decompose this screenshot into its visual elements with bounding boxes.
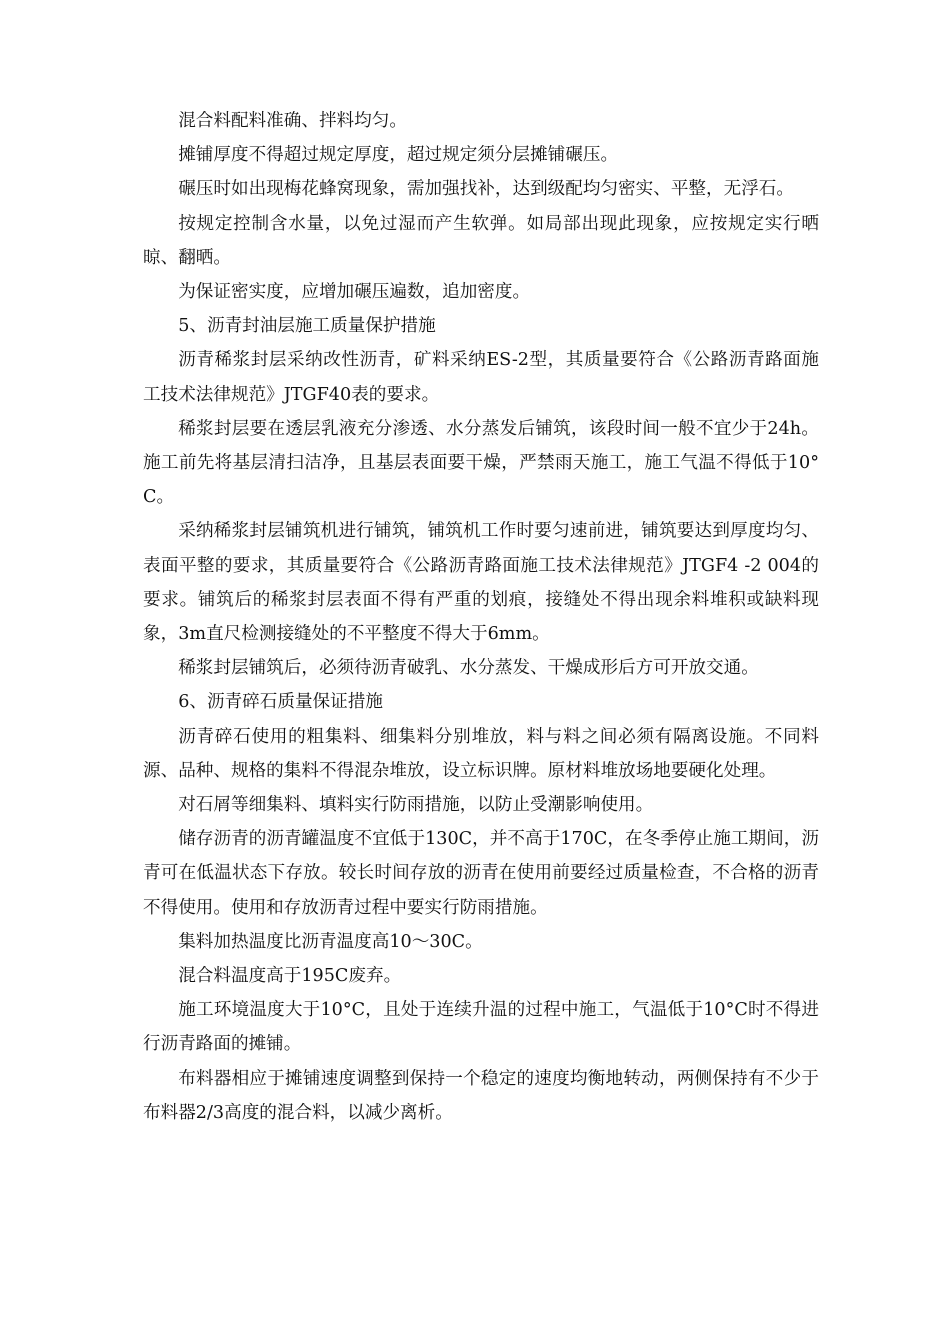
paragraph: 稀浆封层要在透层乳液充分渗透、水分蒸发后铺筑，该段时间一般不宜少于24h。施工前先将基层清扫洁净，且基层表面要干燥，严禁雨天施工，施工气温不得低于10°C。 xyxy=(143,418,819,508)
paragraph: 混合料配料准确、拌料均匀。 xyxy=(178,111,407,131)
paragraph: 摊铺厚度不得超过规定厚度，超过规定须分层摊铺碾压。 xyxy=(178,145,619,166)
paragraph: 沥青碎石使用的粗集料、细集料分别堆放，料与料之间必须有隔离设施。不同料源、品种、规格的集料不得混杂堆放，设立标识牌。原材料堆放场地要硬化处理。 xyxy=(143,726,819,781)
paragraph: 施工环境温度大于10°C，且处于连续升温的过程中施工，气温低于10°C时不得进行沥青路面的摊铺。 xyxy=(143,1000,819,1055)
paragraph: 碾压时如出现梅花蜂窝现象，需加强找补，达到级配均匀密实、平整，无浮石。 xyxy=(178,179,794,200)
section-heading: 5、沥青封油层施工质量保护措施 xyxy=(178,316,436,337)
paragraph: 集料加热温度比沥青温度高10〜30C。 xyxy=(178,931,483,952)
paragraph: 对石屑等细集料、填料实行防雨措施，以防止受潮影响使用。 xyxy=(178,795,654,816)
paragraph: 稀浆封层铺筑后，必须待沥青破乳、水分蒸发、干燥成形后方可开放交通。 xyxy=(178,658,759,679)
paragraph: 采纳稀浆封层铺筑机进行铺筑，铺筑机工作时要匀速前进，铺筑要达到厚度均匀、表面平整的要求，其质量要符合《公路沥青路面施工技术法律规范》JTGF4 -2 004的要求。铺筑后的稀浆封层表面不得有严重的划痕，接缝处不得出现余料堆积或缺料现象，3m直尺检测接缝处的不平整度不得大于6mm。 xyxy=(143,521,819,645)
section-heading: 6、沥青碎石质量保证措施 xyxy=(178,692,383,713)
paragraph: 按规定控制含水量，以免过湿而产生软弹。如局部出现此现象，应按规定实行晒晾、翻晒。 xyxy=(143,213,819,268)
paragraph: 沥青稀浆封层采纳改性沥青，矿料采纳ES-2型，其质量要符合《公路沥青路面施工技术法律规范》JTGF40表的要求。 xyxy=(143,350,819,405)
paragraph: 为保证密实度，应增加碾压遍数，追加密度。 xyxy=(178,282,531,303)
paragraph: 储存沥青的沥青罐温度不宜低于130C，并不高于170C，在冬季停止施工期间，沥青可在低温状态下存放。较长时间存放的沥青在使用前要经过质量检查，不合格的沥青不得使用。使用和存放沥青过程中要实行防雨措施。 xyxy=(143,829,819,918)
paragraph: 混合料温度高于195C废弃。 xyxy=(178,966,402,987)
document-body xyxy=(143,104,819,1130)
paragraph: 布料器相应于摊铺速度调整到保持一个稳定的速度均衡地转动，两侧保持有不少于布料器2/3高度的混合料，以减少离析。 xyxy=(143,1068,819,1123)
